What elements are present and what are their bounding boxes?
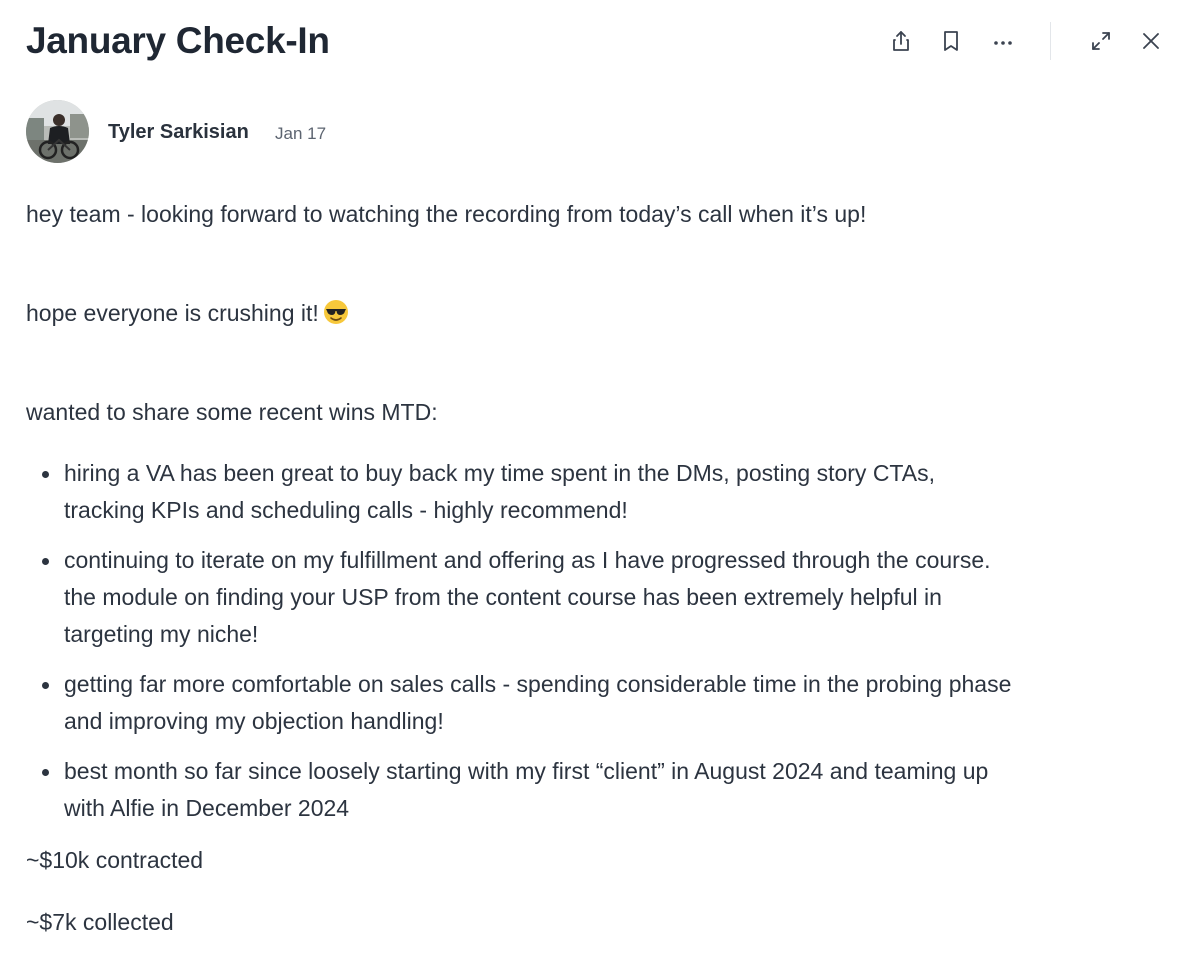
contracted-amount: ~$10k contracted bbox=[26, 847, 204, 873]
bookmark-icon bbox=[940, 29, 962, 53]
body-paragraph: wanted to share some recent wins MTD: bbox=[26, 399, 438, 425]
close-icon bbox=[1140, 30, 1162, 52]
close-button[interactable] bbox=[1134, 24, 1168, 58]
share-button[interactable] bbox=[884, 24, 918, 58]
post-date: Jan 17 bbox=[275, 124, 327, 143]
bookmark-button[interactable] bbox=[934, 24, 968, 58]
list-item: best month so far since loosely starting with my first “client” in August 2024 and teaming up with Alfie in December 2024 bbox=[26, 753, 1176, 827]
avatar[interactable] bbox=[26, 100, 89, 163]
list-item: getting far more comfortable on sales calls - spending considerable time in the probing phase and improving my objection handling! bbox=[26, 666, 1176, 740]
collected-amount: ~$7k collected bbox=[26, 909, 174, 935]
expand-button[interactable] bbox=[1084, 24, 1118, 58]
more-button[interactable] bbox=[986, 24, 1020, 58]
author-row bbox=[26, 100, 626, 166]
body-text: hope everyone is crushing it! bbox=[26, 300, 319, 326]
share-icon bbox=[889, 29, 913, 53]
header-actions bbox=[0, 24, 1200, 58]
body-paragraph: hey team - looking forward to watching the recording from today’s call when it’s up! bbox=[26, 201, 867, 227]
wins-list bbox=[26, 455, 1176, 840]
list-item: hiring a VA has been great to buy back my time spent in the DMs, posting story CTAs, tracking KPIs and scheduling calls - highly recommend! bbox=[26, 455, 1176, 529]
author-name[interactable]: Tyler Sarkisian bbox=[108, 121, 249, 143]
post-header bbox=[0, 0, 1200, 82]
header-divider bbox=[1050, 22, 1051, 60]
sunglasses-emoji-icon bbox=[323, 299, 349, 336]
expand-icon bbox=[1089, 29, 1113, 53]
more-icon bbox=[991, 29, 1015, 53]
body-paragraph bbox=[26, 295, 349, 336]
list-item: continuing to iterate on my fulfillment and offering as I have progressed through the course. the module on finding your USP from the content course has been extremely helpful in targeting my niche! bbox=[26, 542, 1176, 653]
post-title: January Check-In bbox=[26, 20, 330, 61]
